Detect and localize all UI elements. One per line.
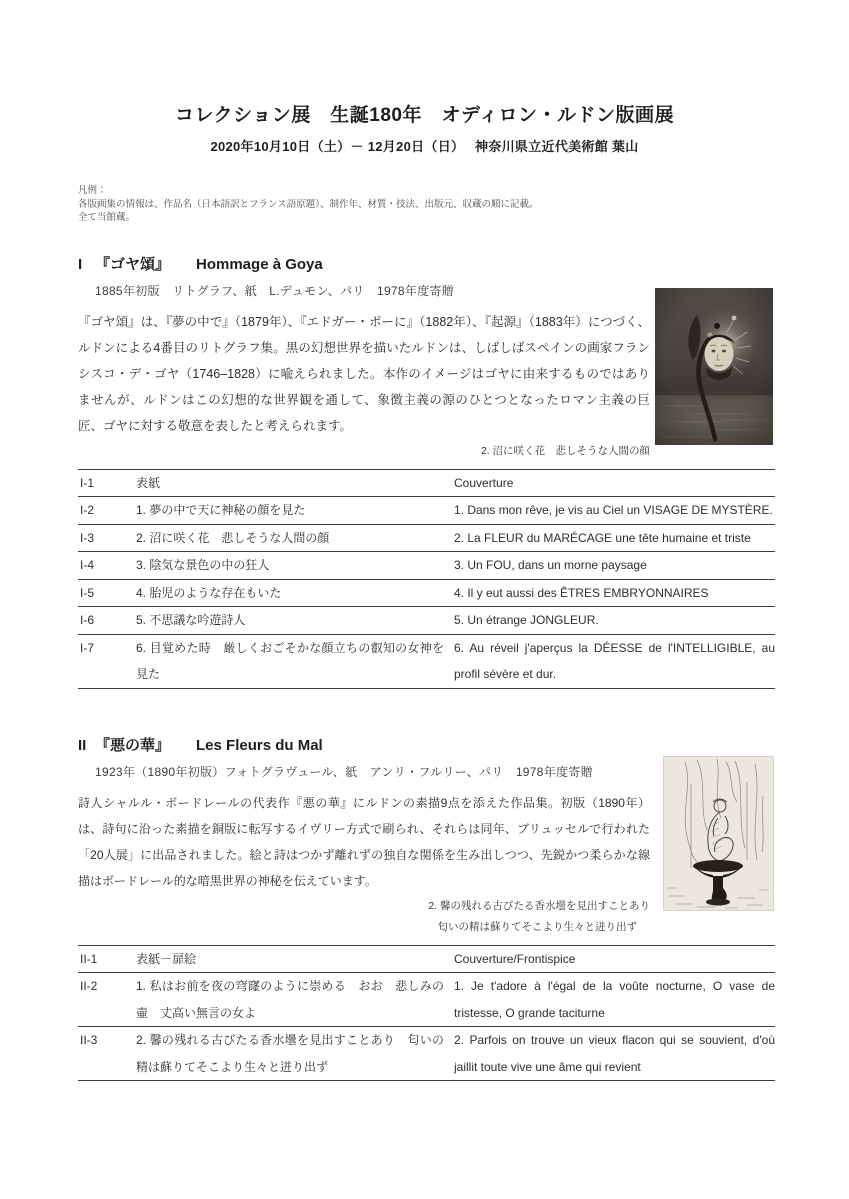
artwork-caption-line: 匂いの精は蘇りてそこより生々と迸り出ず — [437, 920, 637, 933]
section-info-line: 1885年初版 リトグラフ、紙 L.デュモン、パリ 1978年度寄贈 — [95, 283, 455, 298]
catalog-table-goya — [78, 469, 775, 689]
artwork-caption — [78, 896, 650, 938]
section-title-fr: Hommage à Goya — [196, 255, 323, 273]
legend-line2: 全て当館蔵。 — [78, 212, 136, 223]
title-french-cell: Couverture/Frontispice — [454, 951, 576, 966]
table-row — [78, 525, 775, 553]
section-les-fleurs-du-mal — [78, 736, 775, 1082]
title-japanese-cell: 1. 夢の中で天に神秘の顔を見た — [136, 503, 306, 517]
section-description: 詩人シャルル・ボードレールの代表作『悪の華』にルドンの素描9点を添えた作品集。初版（1890年）は、詩句に沿った素描を銅版に転写するイヴリー方式で刷られ、それらは同年、ブリュッセルで行われた「20人展」に出品されました。絵と詩はつかず離れずの独自な関係を生み出しつつ、先鋭かつ柔らかな線描はボードレール的な暗黒世界の神秘を伝えています。 — [78, 795, 650, 888]
table-row — [78, 497, 775, 525]
section-hommage-a-goya — [78, 255, 775, 689]
exhibition-date-venue: 2020年10月10日（土）－ 12月20日（日） 神奈川県立近代美術館 葉山 — [210, 139, 639, 154]
title-french-cell: 2. Parfois on trouve un vieux flacon qui se souvient, d'où jaillit toute vive une âme qui revient — [454, 1033, 775, 1074]
section-title-fr: Les Fleurs du Mal — [196, 736, 323, 754]
title-french-cell: 6. Au réveil j'aperçus la DÉESSE de l'INTELLIGIBLE, au profil sévère et dur. — [454, 640, 775, 681]
section-number: II — [78, 736, 87, 754]
table-row — [78, 946, 775, 974]
catalog-number-cell: I-4 — [80, 558, 95, 572]
catalog-number-cell: I-7 — [80, 640, 95, 655]
catalog-number-cell: II-2 — [80, 979, 98, 993]
title-japanese-cell: 4. 胎児のような存在もいた — [136, 585, 282, 600]
title-japanese-cell: 2. 馨の残れる古びたる香水壜を見出すことあり 匂いの精は蘇りてそこより生々と迸り出ず — [136, 1033, 444, 1074]
section-description: 『ゴヤ頌』は、『夢の中で』（1879年）、『エドガー・ポーに』（1882年）、『起源』（1883年）につづく、ルドンによる4番目のリトグラフ集。黒の幻想世界を描いたルドンは、しばしばスペインの画家フランシスコ・デ・ゴヤ（1746–1828）に喩えられました。本作のイメージはゴヤに由来するものではありませんが、ルドンはこの幻想的な世界観を通して、象徴主義の源のひとつとなったロマン主義の巨匠、ゴヤに対する敬意を表したと考えられます。 — [78, 314, 650, 433]
legend-line1: 各版画集の情報は、作品名（日本語訳とフランス語原題）、制作年、材質・技法、出版元、収蔵の順に記載。 — [78, 198, 539, 210]
table-row — [78, 607, 775, 635]
title-french-cell: 1. Je t'adore à l'égal de la voûte nocturne, O vase de tristesse, O grande taciturne — [454, 979, 775, 1020]
table-row — [78, 580, 775, 608]
table-row — [78, 1027, 775, 1081]
table-row — [78, 552, 775, 580]
catalog-number-cell: II-3 — [80, 1033, 98, 1047]
section-title-ja: 『悪の華』 — [95, 736, 171, 754]
artwork-caption-line: 2. 沼に咲く花 悲しそうな人間の顔 — [480, 444, 650, 457]
section-heading — [78, 255, 775, 274]
artwork-caption-line: 2. 馨の残れる古びたる香水壜を見出すことあり — [428, 899, 650, 912]
catalog-table-fleurs — [78, 945, 775, 1082]
page-title: コレクション展 生誕180年 オディロン・ルドン版画展 — [175, 105, 674, 126]
section-title-ja: 『ゴヤ頌』 — [95, 255, 171, 273]
catalog-number-cell: I-2 — [80, 503, 95, 517]
catalog-number-cell: I-5 — [80, 585, 95, 600]
goya-lithograph-image — [655, 288, 773, 445]
fleurs-du-mal-etching-image — [663, 756, 774, 911]
title-japanese-cell: 3. 陰気な景色の中の狂人 — [136, 558, 270, 572]
catalog-number-cell: I-3 — [80, 530, 95, 545]
section-number: I — [78, 255, 83, 273]
section-heading — [78, 736, 775, 755]
catalog-number-cell: II-1 — [80, 951, 98, 966]
catalog-number-cell: I-1 — [80, 475, 95, 490]
title-japanese-cell: 5. 不思議な吟遊詩人 — [136, 613, 246, 627]
legend-note — [78, 184, 775, 225]
title-french-cell: 4. Il y eut aussi des ÊTRES EMBRYONNAIRES — [454, 585, 709, 600]
section-info-line: 1923年（1890年初版）フォトグラヴュール、紙 アンリ・フルリー、パリ 1978年度寄贈 — [95, 764, 593, 779]
title-french-cell: 5. Un étrange JONGLEUR. — [454, 613, 599, 627]
title-japanese-cell: 表紙－扉絵 — [136, 951, 197, 966]
artwork-caption — [78, 441, 650, 462]
title-japanese-cell: 6. 目覚めた時 厳しくおごそかな顔立ちの叡知の女神を見た — [136, 640, 444, 681]
table-row — [78, 635, 775, 689]
title-french-cell: Couverture — [454, 475, 514, 490]
title-french-cell: 1. Dans mon rêve, je vis au Ciel un VISAGE DE MYSTÈRE. — [454, 503, 773, 517]
table-row — [78, 470, 775, 498]
title-japanese-cell: 表紙 — [136, 475, 161, 490]
title-japanese-cell: 1. 私はお前を夜の穹窿のように崇める おお 悲しみの壷 丈高い無言の女よ — [136, 979, 444, 1020]
table-row — [78, 973, 775, 1027]
document-header — [0, 0, 849, 155]
title-french-cell: 3. Un FOU, dans un morne paysage — [454, 558, 647, 572]
catalog-number-cell: I-6 — [80, 613, 95, 627]
legend-heading: 凡例： — [78, 185, 107, 196]
title-french-cell: 2. La FLEUR du MARÉCAGE une tête humaine et triste — [454, 530, 751, 545]
title-japanese-cell: 2. 沼に咲く花 悲しそうな人間の顔 — [136, 530, 330, 545]
